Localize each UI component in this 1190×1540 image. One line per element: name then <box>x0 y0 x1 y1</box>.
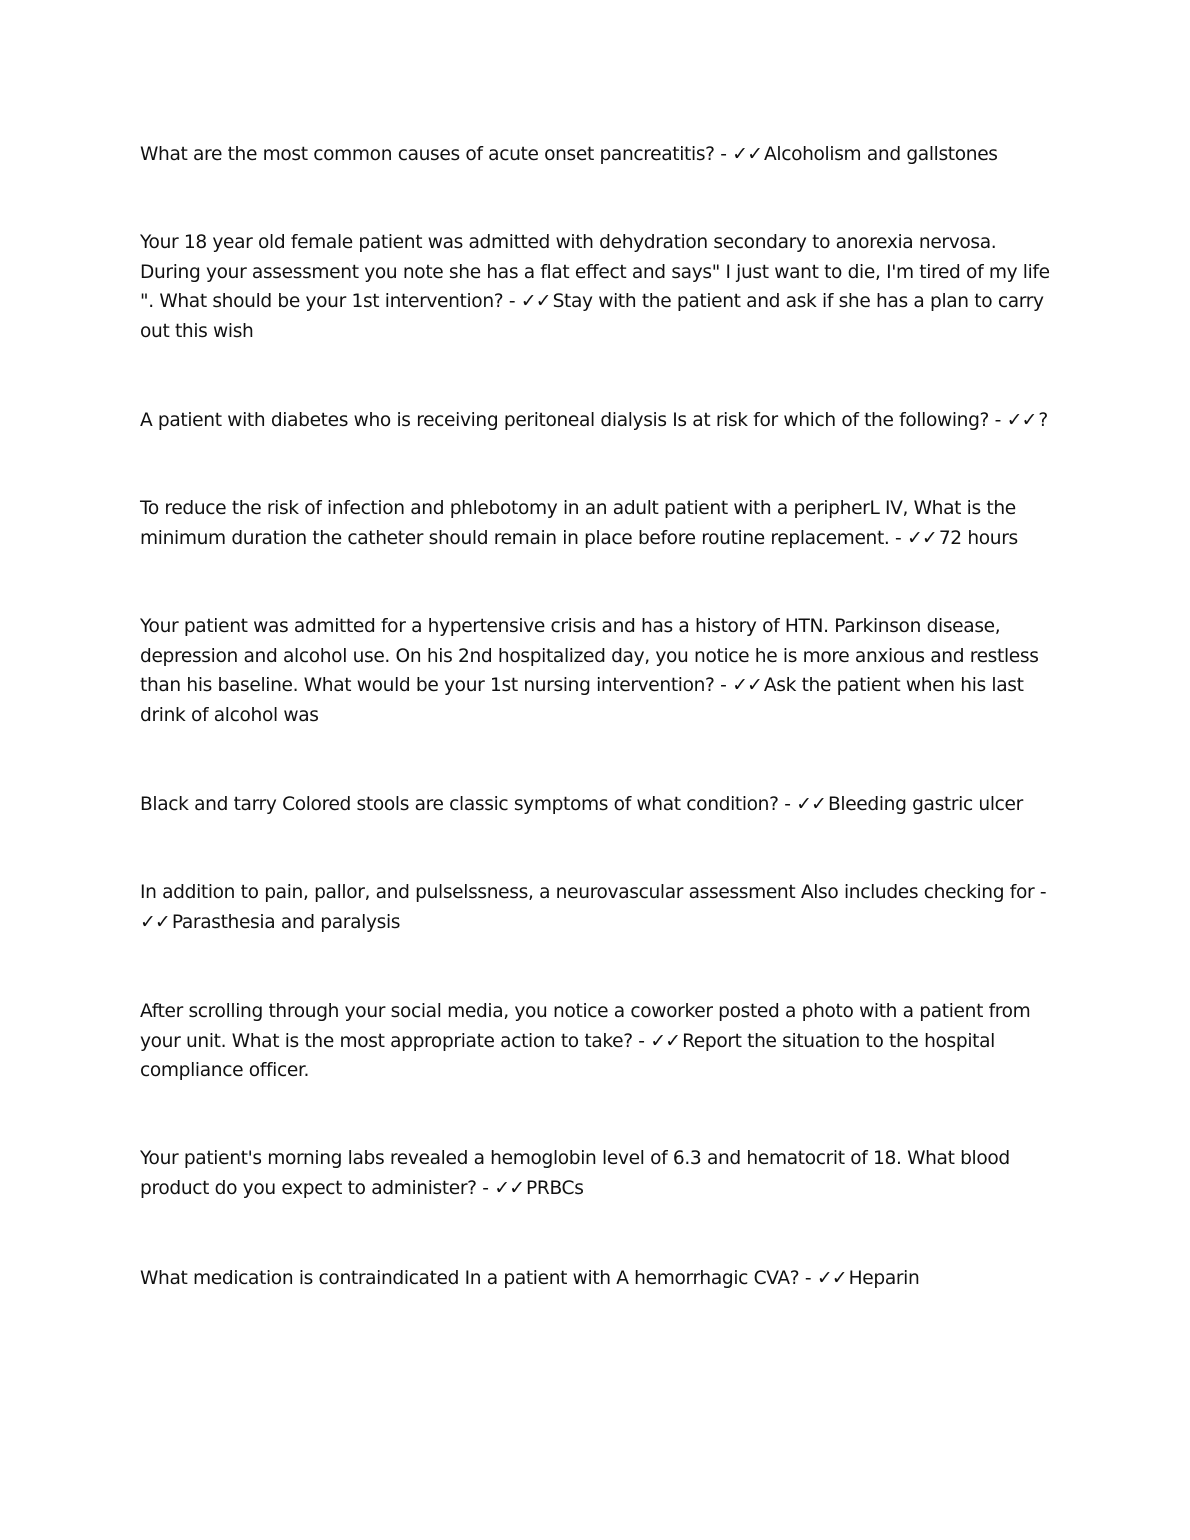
separator: - <box>476 1177 495 1199</box>
answer-text: Bleeding gastric ulcer <box>827 794 1023 815</box>
question-text: After scrolling through your social media, you notice a coworker posted a photo with a patient from your unit. What is the most appropriate action to take? <box>140 1001 1031 1052</box>
question-text: Your patient was admitted for a hypertensive crisis and has a history of HTN. Parkinson disease, depression and alcohol use. On his 2nd hospitalized day, you notice he is more anxious and restless than his baseline. What would be your 1st nursing intervention? <box>140 616 1039 696</box>
qa-item <box>140 1144 1052 1203</box>
answer-text: Report the situation to the hospital compliance officer. <box>140 1030 995 1081</box>
answer-text: Alcoholism and gallstones <box>764 144 998 165</box>
question-text: What are the most common causes of acute onset pancreatitis? <box>140 144 715 165</box>
double-check-icon: ✓✓ <box>520 290 551 312</box>
separator: - <box>714 675 733 696</box>
double-check-icon: ✓✓ <box>650 1029 681 1052</box>
double-check-icon: ✓✓ <box>796 793 826 815</box>
separator: - <box>989 410 1007 431</box>
question-text: Your patient's morning labs revealed a hemoglobin level of 6.3 and hematocrit of 18. What blood product do you expect to administer? <box>140 1148 1010 1199</box>
separator: - <box>714 144 733 165</box>
qa-item <box>140 1264 1052 1294</box>
double-check-icon: ✓✓ <box>494 1176 525 1199</box>
qa-item <box>140 406 1052 436</box>
separator: - <box>632 1030 651 1052</box>
qa-item <box>140 140 1052 170</box>
double-check-icon: ✓✓ <box>732 674 762 696</box>
double-check-icon: ✓✓ <box>1006 409 1037 431</box>
answer-text: Parasthesia and paralysis <box>171 911 401 933</box>
answer-text: ? <box>1038 410 1048 431</box>
question-text: To reduce the risk of infection and phlebotomy in an adult patient with a peripherL IV, What is the minimum duration the catheter should remain in place before routine replacement. <box>140 498 1016 549</box>
qa-item <box>140 790 1052 820</box>
separator: - <box>1034 882 1047 903</box>
question-text: What medication is contraindicated In a patient with A hemorrhagic CVA? <box>140 1268 800 1289</box>
question-text: In addition to pain, pallor, and pulselssness, a neurovascular assessment Also includes checking for <box>140 882 1035 903</box>
separator: - <box>799 1268 817 1289</box>
separator: - <box>778 794 797 815</box>
qa-item <box>140 878 1052 937</box>
qa-item <box>140 997 1052 1086</box>
answer-text: Heparin <box>848 1268 920 1289</box>
answer-text: 72 hours <box>938 527 1018 549</box>
separator: - <box>889 527 907 549</box>
double-check-icon: ✓✓ <box>732 143 763 165</box>
double-check-icon: ✓✓ <box>906 526 937 549</box>
double-check-icon: ✓✓ <box>816 1267 847 1289</box>
answer-text: PRBCs <box>526 1177 584 1199</box>
answer-text: Stay with the patient and ask if she has a plan to carry out this wish <box>140 291 1044 342</box>
question-text: A patient with diabetes who is receiving peritoneal dialysis Is at risk for which of the following? <box>140 410 990 431</box>
separator: - <box>503 291 521 312</box>
qa-item <box>140 494 1052 553</box>
question-text: Your 18 year old female patient was admitted with dehydration secondary to anorexia nervosa. During your assessment you note she has a flat effect and says" I just want to die, I'm tired of my life ". What should be your 1st intervention? <box>140 232 1050 312</box>
answer-text: Ask the patient when his last drink of alcohol was <box>140 675 1024 726</box>
qa-item <box>140 228 1052 346</box>
qa-item <box>140 612 1052 730</box>
question-text: Black and tarry Colored stools are classic symptoms of what condition? <box>140 794 779 815</box>
double-check-icon: ✓✓ <box>140 910 170 933</box>
